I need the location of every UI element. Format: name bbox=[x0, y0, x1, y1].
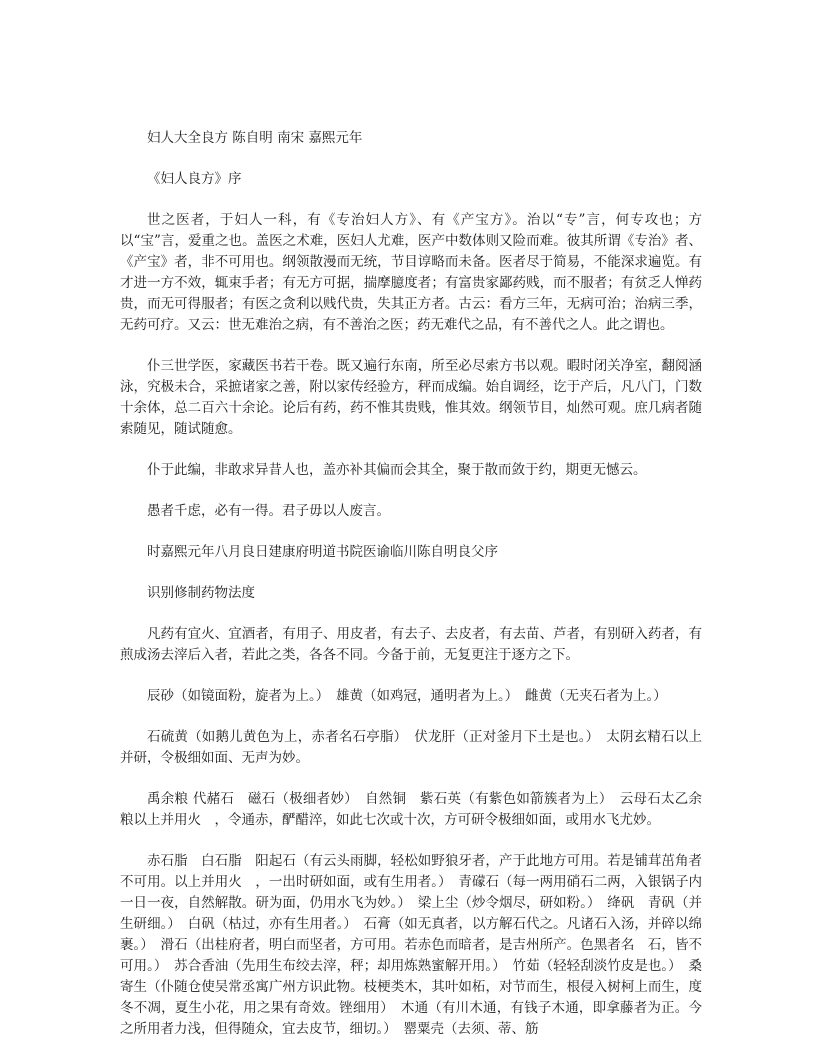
preface-signature: 时嘉熙元年八月良日建康府明道书院医谕临川陈自明良父序 bbox=[147, 544, 498, 560]
paragraph: 世之医者，于妇人一科，有《专治妇人方》、有《产宝方》。治以“专”言，何专攻也；方以“宝”言，爱重之也。盖医之术难，医妇人尤难，医产中数体则又险而难。彼其所谓《专治》者、《产宝》者，非不可用也。纲领散漫而无统，节目谆略而未备。医者尽于简易，不能深求遍览。有才进一方不效，辄束手者；有无方可据，揣摩臆度者；有富贵家鄙药贱，而不服者；有贫乏人惮药贵，而无可得服者；有医之贪利以贱代贵，失其正方者。古云：看方三年，无病可治；治病三季，无药可疗。又云：世无难治之病，有不善治之医；药无难代之品，有不善代之人。此之谓也。 bbox=[120, 212, 702, 333]
document-title: 妇人大全良方 陈自明 南宋 嘉熙元年 bbox=[147, 130, 363, 146]
paragraph: 愚者千虑，必有一得。君子毋以人废言。 bbox=[147, 503, 390, 519]
paragraph: 仆于此编，非敢求异昔人也，盖亦补其偏而会其全，聚于散而敛于约，期更无憾云。 bbox=[147, 462, 647, 478]
medicine-list: 禹余粮 代赭石 磁石（极细者妙） 自然铜 紫石英（有紫色如箭簇者为上） 云母石太乙余粮以上并用火 ，令通赤，酽醋淬，如此七次或十次，方可研令极细如面，或用水飞尤妙。 bbox=[120, 791, 702, 828]
medicine-list: 赤石脂 白石脂 阳起石（有云头雨脚，轻松如野狼牙者，产于此地方可用。若是铺茸茁角者不可用。以上并用火 ，一出时研如面，或有生用者。） 青礞石（每一两用硝石二两，入银锅子内 一日一夜，自然解散。研为面，仍用水飞为妙。） 梁上尘（炒令烟尽，研如粉。） 绛矾 青矾（并生研细。） 白矾（枯过，亦有生用者。） 石膏（如无真者，以方解石代之。凡诸石入汤，并碎以绵裹。） 滑石（出桂府者，明白而坚者，方可用。若赤色而暗者，是吉州所产。色黑者名 石，皆不可用。） 苏合香油（先用生布绞去滓，秤；却用炼熟蜜解开用。） 竹茹（轻轻刮淡竹皮是也。） 桑寄生（仆随仓使吴常丞寓广州方识此物。枝梗类木，其叶如柘，对节而生，根侵入树柯上而生，度冬不凋，夏生小花，用之果有奇效。锉细用） 木通（有川木通，有钱子木通，即拿藤者为正。今之所用者力浅，但得随众，宜去皮节，细切。） 罂粟壳（去须、蒂、筋 bbox=[120, 853, 716, 1037]
document-page bbox=[120, 118, 716, 1060]
preface-heading: 《妇人良方》序 bbox=[147, 171, 242, 187]
medicine-list: 辰砂（如镜面粉，旋者为上。） 雄黄（如鸡冠，通明者为上。） 雌黄（无夹石者为上。） bbox=[147, 688, 667, 704]
medicine-list: 石硫黄（如鹅儿黄色为上，赤者名石亭脂） 伏龙肝（正对釜月下土是也。） 太阴玄精石以上并研，令极细如面、无声为妙。 bbox=[120, 729, 702, 766]
paragraph: 仆三世学医，家藏医书若干卷。既又遍行东南，所至必尽索方书以观。暇时闭关净室，翻阅涵泳，究极未合，采摭诸家之善，附以家传经验方，秤而成编。始自调经，讫于产后，凡八门，门数十余体，总二百六十余论。论后有药，药不惟其贵贱，惟其效。纲领节目，灿然可观。庶几病者随索随见，随试随愈。 bbox=[120, 358, 702, 437]
paragraph: 凡药有宜火、宜酒者，有用子、用皮者，有去子、去皮者，有去苗、芦者，有别研入药者，有煎成汤去滓后入者，若此之类，各各不同。今备于前，无复更注于逐方之下。 bbox=[120, 626, 702, 663]
section-heading: 识别修制药物法度 bbox=[147, 585, 255, 601]
